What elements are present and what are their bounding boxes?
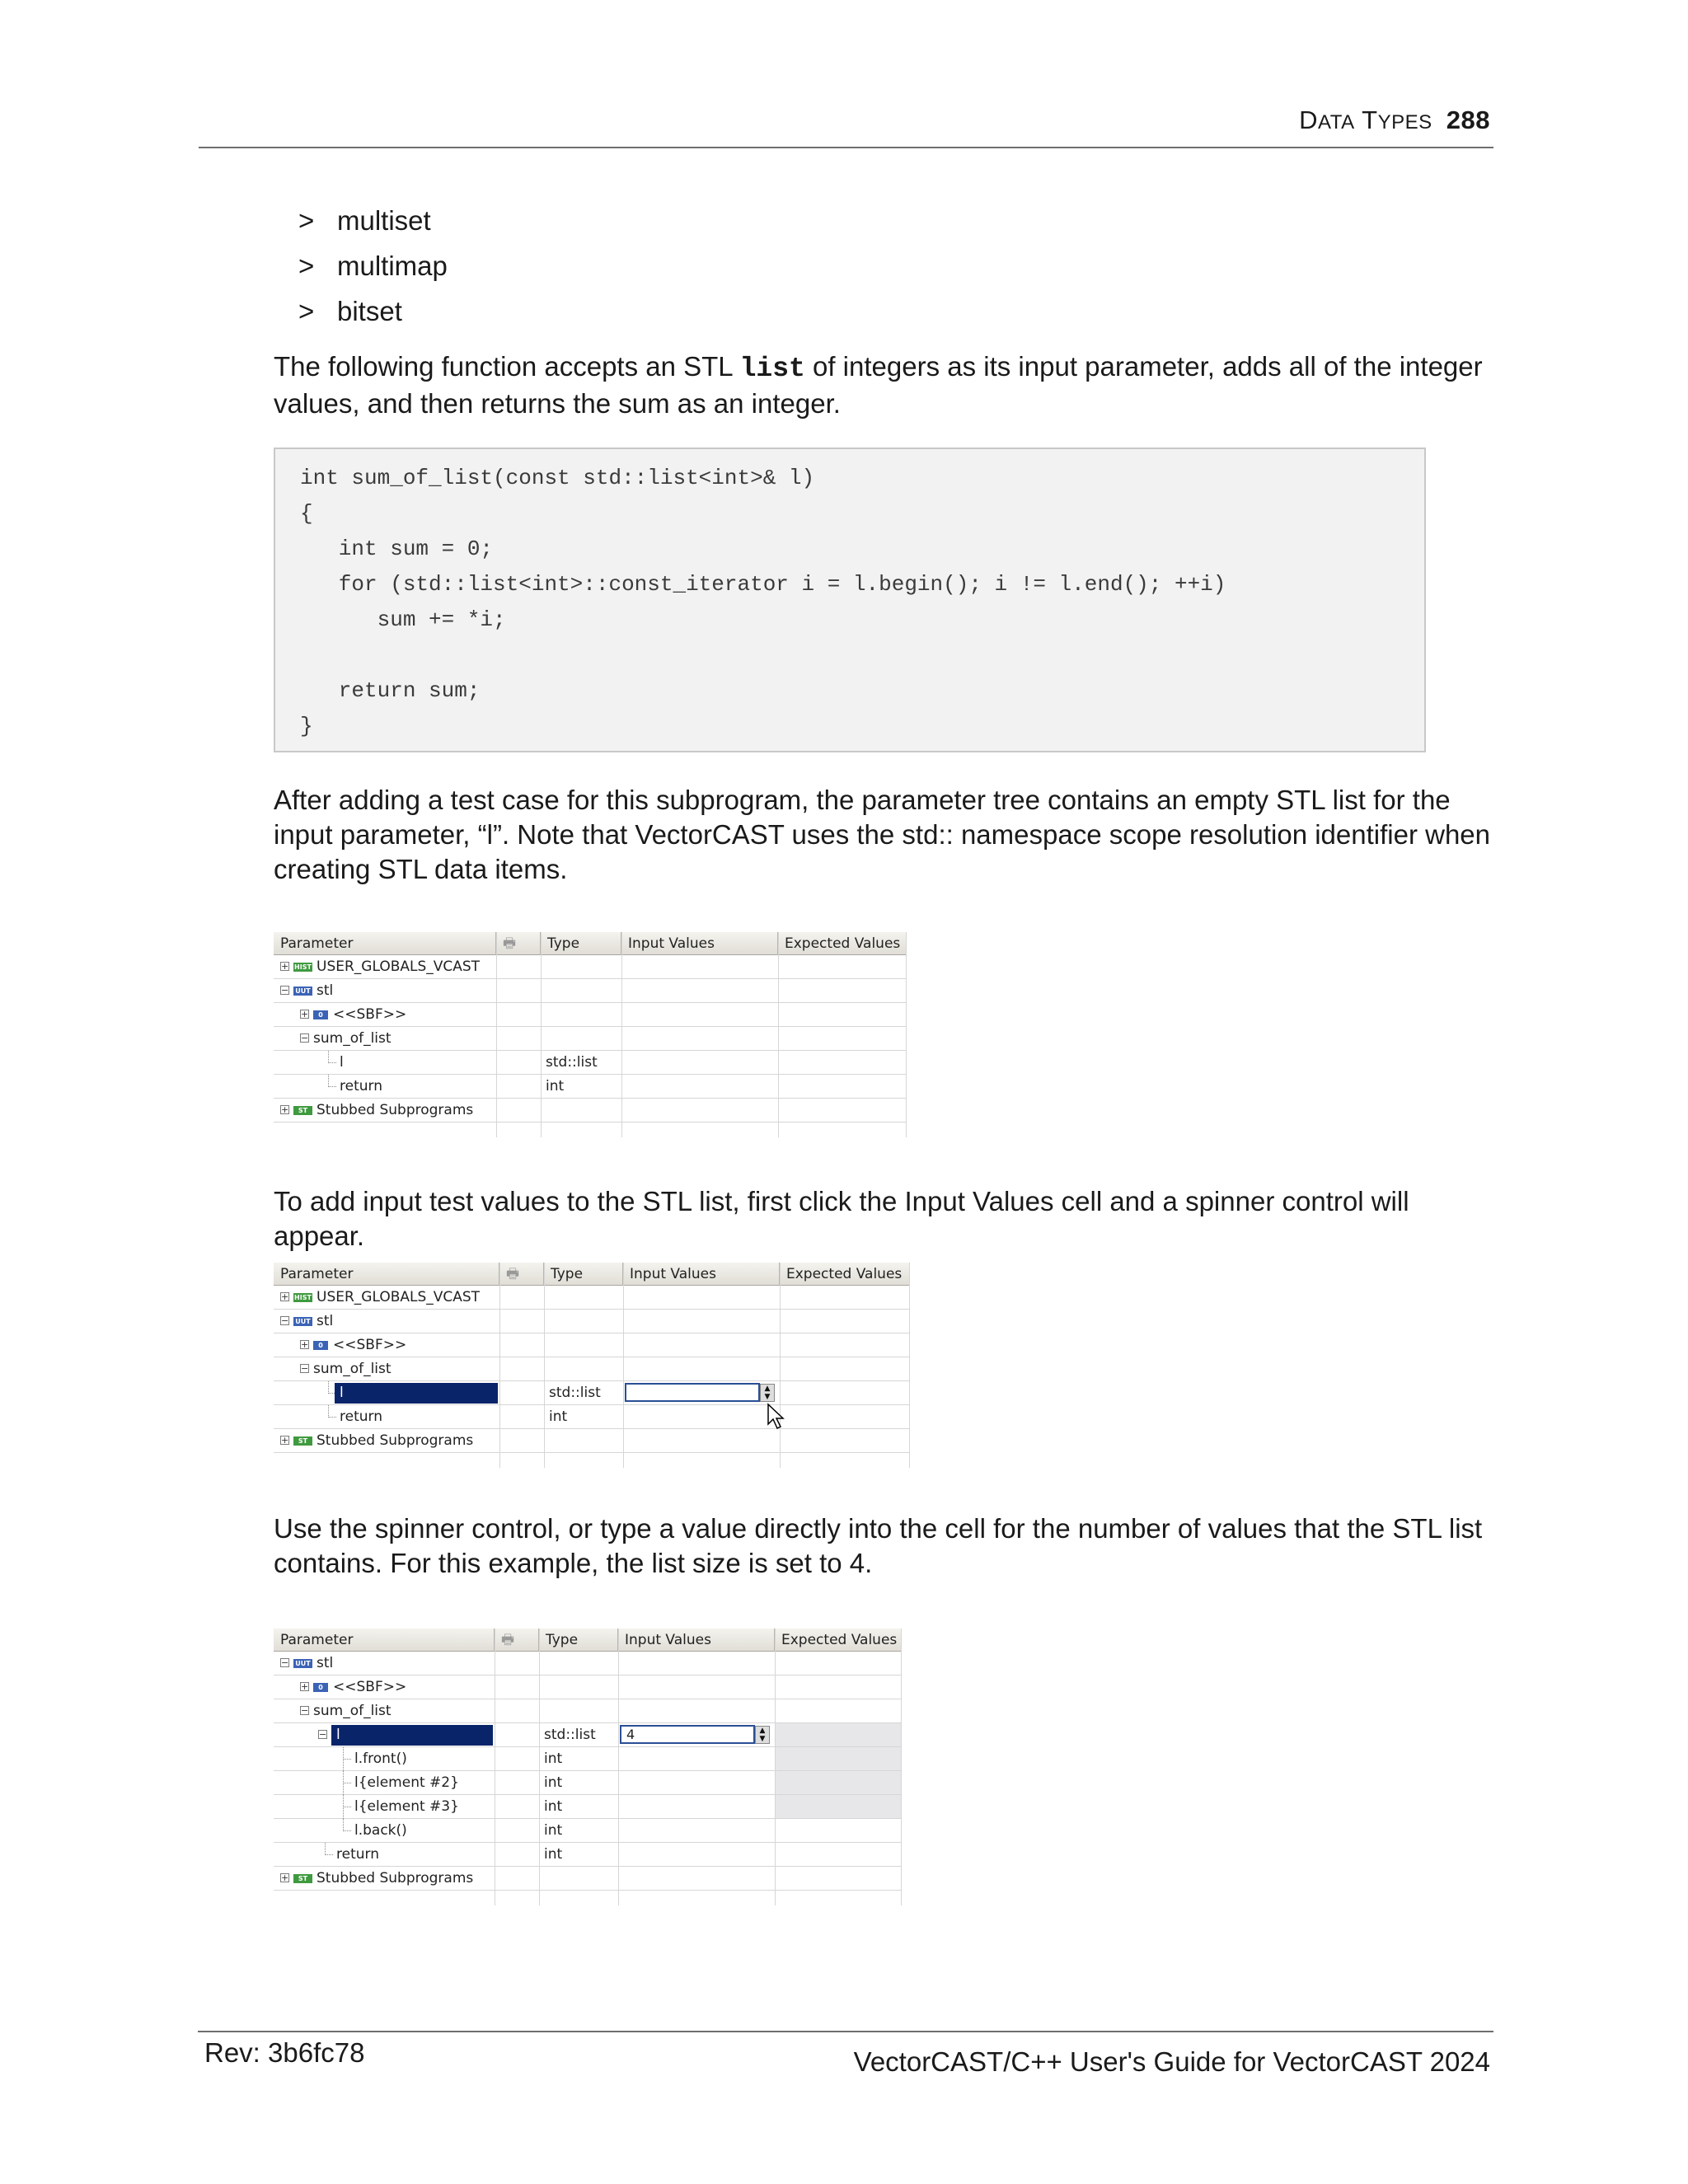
- tree-row-label: l.front(): [354, 1750, 407, 1767]
- tree-row-element[interactable]: [274, 1771, 902, 1795]
- tree-row-label: Stubbed Subprograms: [316, 1432, 474, 1449]
- expand-icon[interactable]: +: [281, 1872, 289, 1883]
- parameter-tree-paragraph: After adding a test case for this subprogram, the parameter tree contains an empty STL list for the input parameter, “l”. Note that VectorCAST uses the std:: namespace scope resolution identifier when creating STL data items.: [274, 785, 1491, 884]
- type-cell: int: [544, 1798, 563, 1815]
- tree-row-element[interactable]: [274, 1819, 902, 1843]
- tree-row-label: return: [336, 1846, 379, 1863]
- collapse-icon[interactable]: −: [281, 1315, 289, 1326]
- tree-row-param-l-selected[interactable]: [274, 1723, 902, 1747]
- tree-row-label: USER_GLOBALS_VCAST: [316, 958, 481, 975]
- code-line: }: [300, 714, 313, 738]
- expand-icon[interactable]: +: [301, 1339, 309, 1350]
- column-header-print[interactable]: [495, 1629, 539, 1652]
- expand-icon[interactable]: +: [281, 1435, 289, 1446]
- bullet-list: [298, 203, 448, 339]
- tree-row-label: USER_GLOBALS_VCAST: [316, 1289, 481, 1305]
- code-line: for (std::list<int>::const_iterator i = l.begin(); i != l.end(); ++i): [300, 572, 1226, 597]
- type-cell: int: [544, 1750, 563, 1767]
- tree-row-label: Stubbed Subprograms: [316, 1102, 474, 1118]
- code-block: [274, 448, 1426, 752]
- sbf-badge-icon: 0: [313, 1683, 328, 1692]
- column-header-type[interactable]: Type: [541, 932, 621, 955]
- list-item: [298, 203, 448, 248]
- type-cell: int: [549, 1408, 568, 1425]
- tree-row-label: stl: [316, 982, 334, 999]
- intro-paragraph: [274, 349, 1493, 421]
- sbf-badge-icon: 0: [313, 1341, 328, 1350]
- tree-row-label: sum_of_list: [313, 1703, 392, 1719]
- intro-text-before: The following function accepts an STL: [274, 351, 740, 382]
- collapse-icon[interactable]: −: [301, 1033, 309, 1043]
- tree-row-label: l{element #3}: [354, 1798, 459, 1815]
- expand-icon[interactable]: +: [301, 1009, 309, 1019]
- column-header-expected-values[interactable]: Expected Values: [778, 932, 907, 955]
- sbf-badge-icon: 0: [313, 1010, 328, 1019]
- header-divider: [199, 147, 1493, 148]
- list-item: [298, 248, 448, 293]
- guide-title: VectorCAST/C++ User's Guide for VectorCAST 2024: [853, 2046, 1490, 2077]
- bullet-marker: >: [298, 251, 315, 281]
- type-cell: int: [544, 1846, 563, 1863]
- printer-icon: 🖶: [506, 1266, 520, 1282]
- code-line: int sum = 0;: [300, 537, 494, 561]
- tree-row-stubbed-subprograms[interactable]: [274, 1099, 907, 1122]
- expand-icon[interactable]: +: [281, 1104, 289, 1115]
- tree-row-param-l[interactable]: [274, 1051, 907, 1075]
- list-item: [298, 293, 448, 339]
- list-size-spinner-input[interactable]: 4: [620, 1725, 755, 1744]
- spinner-instruction-paragraph: To add input test values to the STL list, first click the Input Values cell and a spinner control will appear.: [274, 1186, 1409, 1251]
- tree-row-label: Stubbed Subprograms: [316, 1870, 474, 1886]
- mouse-cursor-icon: [767, 1403, 786, 1431]
- tree-row-sum-of-list[interactable]: [274, 1699, 902, 1723]
- selection-highlight: [331, 1725, 493, 1746]
- tree-row-label: stl: [316, 1655, 334, 1671]
- footer-divider: [198, 2031, 1493, 2032]
- tree-row-label: <<SBF>>: [333, 1337, 407, 1353]
- column-header-input-values[interactable]: Input Values: [618, 1629, 775, 1652]
- tree-row-label: sum_of_list: [313, 1030, 392, 1047]
- column-header-type[interactable]: Type: [539, 1629, 618, 1652]
- tree-row-label: l: [340, 1054, 344, 1071]
- bullet-marker: >: [298, 205, 315, 236]
- revision-label: Rev: 3b6fc78: [204, 2037, 365, 2068]
- type-cell: int: [544, 1774, 563, 1791]
- tree-row-label: return: [340, 1078, 382, 1094]
- code-line: sum += *i;: [300, 607, 506, 632]
- expand-icon[interactable]: +: [281, 961, 289, 972]
- tree-row-label: stl: [316, 1313, 334, 1329]
- code-line: {: [300, 501, 313, 526]
- hist-badge-icon: HIST: [294, 1294, 312, 1301]
- tree-row-param-l-selected[interactable]: [274, 1381, 910, 1405]
- type-cell: std::list: [544, 1727, 596, 1743]
- tree-row-label: l.back(): [354, 1822, 407, 1839]
- tree-row-stl[interactable]: [274, 1310, 910, 1333]
- tree-row-element[interactable]: [274, 1747, 902, 1771]
- column-header-print[interactable]: [496, 932, 541, 955]
- intro-text-after: of integers as its input parameter, adds all of the integer values, and then returns the sum as an integer.: [274, 351, 1483, 419]
- spinner-arrows-icon[interactable]: ▲ ▼: [755, 1726, 770, 1744]
- tree-row-stubbed-subprograms[interactable]: [274, 1429, 910, 1453]
- tree-row-return[interactable]: [274, 1075, 907, 1099]
- spinner-arrows-icon[interactable]: ▲ ▼: [760, 1384, 775, 1402]
- tree-row-element[interactable]: [274, 1795, 902, 1819]
- tree-row-return[interactable]: [274, 1843, 902, 1867]
- parameter-tree-grid-list-size-4: [274, 1629, 902, 1905]
- header-title-rest-1: ATA: [1317, 111, 1355, 134]
- hist-badge-icon: HIST: [294, 963, 312, 971]
- tree-row-label: l: [336, 1727, 340, 1743]
- tree-row-sbf[interactable]: [274, 1333, 910, 1357]
- type-cell: int: [544, 1822, 563, 1839]
- column-header-expected-values[interactable]: Expected Values: [780, 1263, 910, 1286]
- column-header-parameter[interactable]: Parameter: [274, 1263, 499, 1286]
- tree-row-user-globals[interactable]: [274, 1286, 910, 1310]
- tree-row-stubbed-subprograms[interactable]: [274, 1867, 902, 1891]
- st-badge-icon: ST: [293, 1874, 312, 1883]
- collapse-icon[interactable]: −: [301, 1363, 309, 1374]
- header-title-cap-2: T: [1362, 105, 1378, 134]
- page-header: [1299, 105, 1490, 135]
- bullet-text: multiset: [337, 205, 431, 236]
- tree-row-sbf[interactable]: [274, 1675, 902, 1699]
- uut-badge-icon: UUT: [293, 987, 312, 996]
- parameter-tree-grid-spinner: [274, 1263, 910, 1468]
- tree-row-label: l: [340, 1385, 344, 1401]
- header-title-rest-2: YPES: [1377, 111, 1432, 134]
- type-cell: std::list: [549, 1385, 601, 1401]
- column-header-expected-values[interactable]: Expected Values: [775, 1629, 902, 1652]
- printer-icon: 🖶: [501, 1632, 515, 1648]
- code-line: return sum;: [300, 678, 481, 703]
- bullet-text: bitset: [337, 296, 402, 326]
- column-header-parameter[interactable]: Parameter: [274, 1629, 495, 1652]
- type-cell: int: [546, 1078, 565, 1094]
- collapse-icon[interactable]: −: [301, 1705, 309, 1716]
- collapse-icon[interactable]: −: [319, 1729, 327, 1740]
- bullet-marker: >: [298, 296, 315, 326]
- header-title-cap-1: D: [1299, 105, 1318, 134]
- column-header-type[interactable]: Type: [544, 1263, 623, 1286]
- uut-badge-icon: UUT: [293, 1317, 312, 1326]
- type-cell: std::list: [546, 1054, 598, 1071]
- st-badge-icon: ST: [293, 1106, 312, 1115]
- inline-code-list: list: [739, 354, 805, 384]
- column-header-input-values[interactable]: Input Values: [621, 932, 778, 955]
- page-number: 288: [1446, 105, 1490, 134]
- expand-icon[interactable]: +: [281, 1291, 289, 1302]
- spinner-usage-paragraph: Use the spinner control, or type a value directly into the cell for the number of values that the STL list contains. For this example, the list size is set to 4.: [274, 1513, 1483, 1578]
- collapse-icon[interactable]: −: [281, 985, 289, 996]
- printer-icon: 🖶: [503, 935, 517, 952]
- tree-row-stl[interactable]: [274, 1652, 902, 1675]
- tree-row-stl[interactable]: [274, 979, 907, 1003]
- tree-row-sum-of-list[interactable]: [274, 1357, 910, 1381]
- collapse-icon[interactable]: −: [281, 1657, 289, 1668]
- selection-highlight: [335, 1383, 498, 1404]
- uut-badge-icon: UUT: [293, 1659, 312, 1668]
- tree-row-label: <<SBF>>: [333, 1679, 407, 1695]
- list-size-spinner-input[interactable]: [625, 1383, 760, 1402]
- tree-row-label: return: [340, 1408, 382, 1425]
- column-header-input-values[interactable]: Input Values: [623, 1263, 780, 1286]
- column-header-print[interactable]: [499, 1263, 544, 1286]
- tree-row-return[interactable]: [274, 1405, 910, 1429]
- tree-row-sbf[interactable]: [274, 1003, 907, 1027]
- tree-row-label: <<SBF>>: [333, 1006, 407, 1023]
- column-header-parameter[interactable]: Parameter: [274, 932, 496, 955]
- parameter-tree-grid-empty-list: [274, 932, 907, 1137]
- tree-row-user-globals[interactable]: [274, 955, 907, 979]
- tree-row-label: l{element #2}: [354, 1774, 459, 1791]
- tree-row-label: sum_of_list: [313, 1361, 392, 1377]
- st-badge-icon: ST: [293, 1436, 312, 1446]
- tree-row-sum-of-list[interactable]: [274, 1027, 907, 1051]
- bullet-text: multimap: [337, 251, 448, 281]
- expand-icon[interactable]: +: [301, 1681, 309, 1692]
- code-line: int sum_of_list(const std::list<int>& l): [300, 466, 815, 490]
